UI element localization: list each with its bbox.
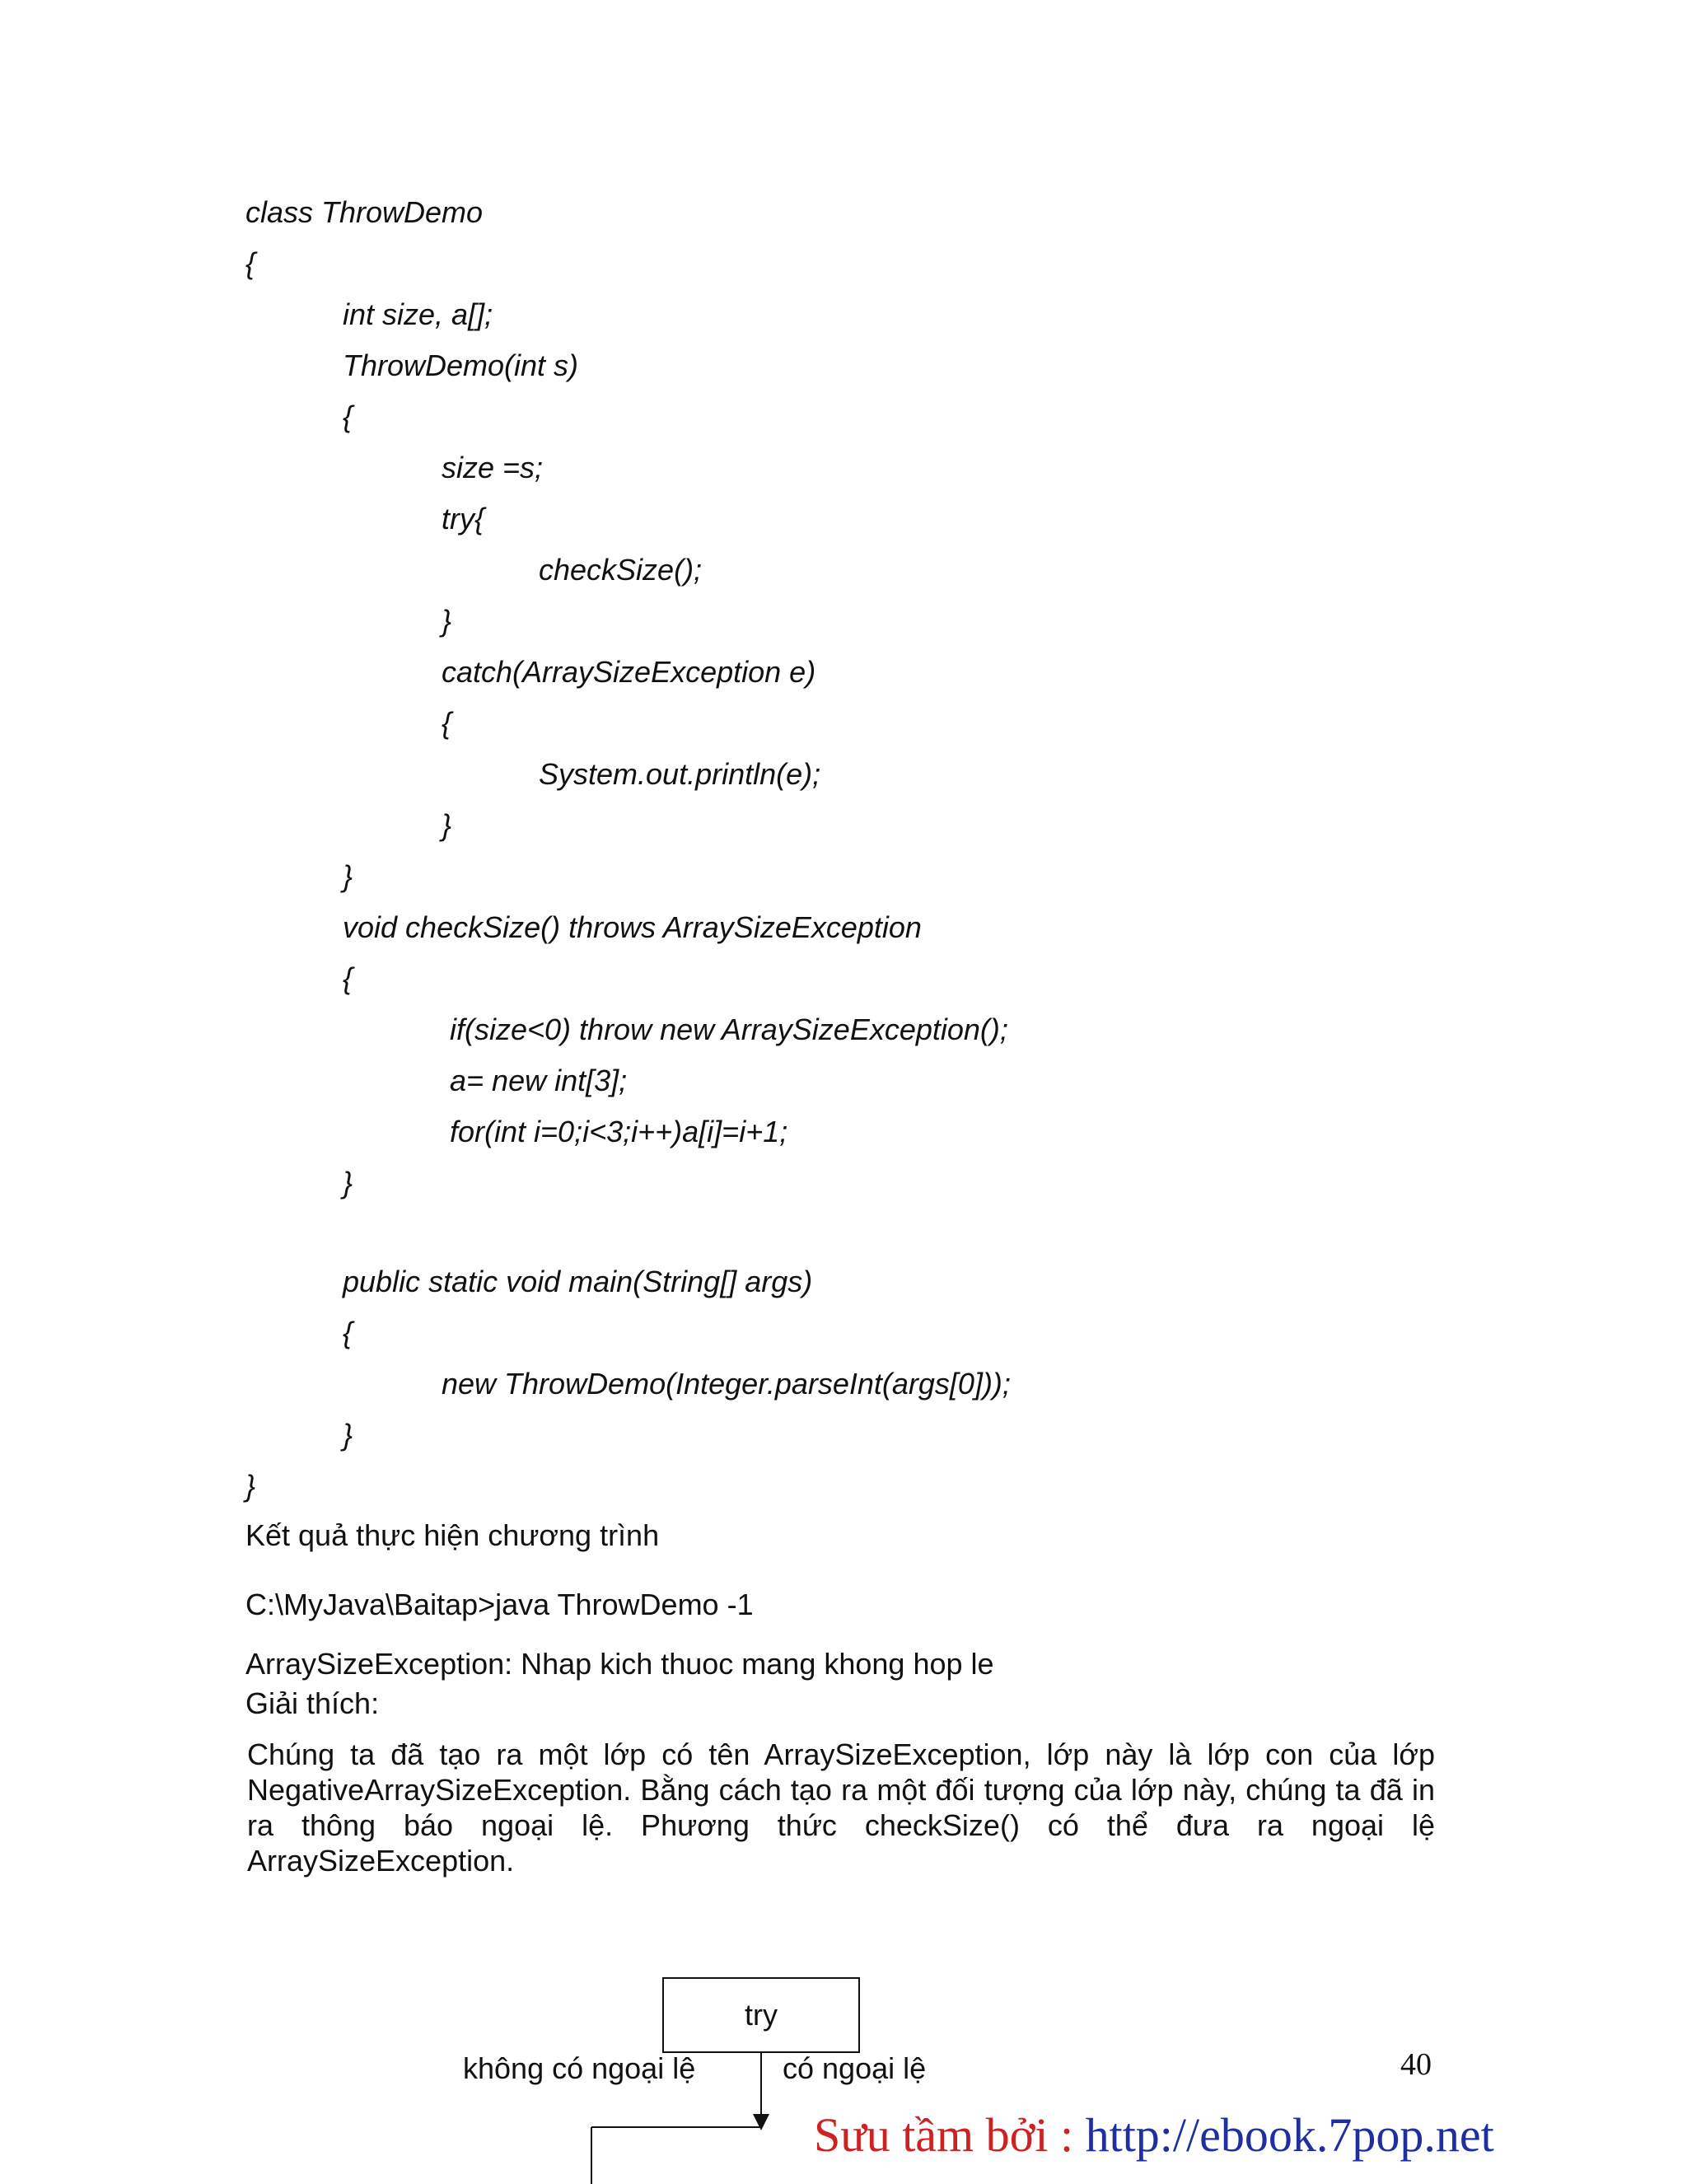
watermark (814, 2107, 1494, 2163)
code-line: } (245, 1469, 256, 1503)
no-exception-label: không có ngoại lệ (463, 2051, 696, 2085)
code-line: System.out.println(e); (539, 757, 821, 791)
code-line: } (442, 808, 452, 842)
code-line: class ThrowDemo (245, 195, 484, 229)
code-line: ThrowDemo(int s) (343, 348, 579, 382)
code-line: for(int i=0;i<3;i++)a[i]=i+1; (450, 1115, 788, 1148)
code-line: { (442, 706, 452, 740)
explanation-heading: Giải thích: (245, 1686, 380, 1720)
code-line: if(size<0) throw new ArraySizeException(); (450, 1012, 1008, 1046)
code-line: { (343, 400, 353, 433)
try-box-label: try (745, 1998, 778, 2032)
code-line: checkSize(); (539, 553, 703, 587)
code-line: { (343, 1316, 353, 1349)
output-command: C:\MyJava\Baitap>java ThrowDemo -1 (245, 1588, 754, 1621)
code-line: size =s; (442, 451, 544, 484)
code-line: public static void main(String[] args) (343, 1265, 813, 1298)
code-line: { (343, 961, 353, 995)
code-line: a= new int[3]; (450, 1064, 628, 1097)
code-line: } (343, 1418, 353, 1452)
output-result: ArraySizeException: Nhap kich thuoc mang khong hop le (245, 1647, 994, 1681)
watermark-url: http://ebook.7pop.net (1085, 2108, 1494, 2162)
code-line: } (442, 604, 452, 638)
code-line: } (343, 1166, 353, 1200)
exception-label: có ngoại lệ (783, 2051, 927, 2085)
output-heading: Kết quả thực hiện chương trình (245, 1518, 660, 1552)
explanation-paragraph: Chúng ta đã tạo ra một lớp có tên ArraySizeException, lớp này là lớp con của lớp NegativeArraySizeException. Bằng cách tạo ra một đối tượng của lớp này, chúng ta đã in ra thông báo ngoại lệ. Phương thức checkSize() có thể đưa ra ngoại lệ ArraySizeException. (247, 1737, 1435, 1878)
watermark-prefix: Sưu tầm bởi : (814, 2108, 1086, 2162)
code-line: catch(ArraySizeException e) (442, 655, 816, 689)
code-line: { (245, 246, 256, 280)
code-line: try{ (442, 502, 485, 535)
code-line: int size, a[]; (343, 297, 493, 331)
page-number: 40 (1400, 2047, 1432, 2082)
code-line: new ThrowDemo(Integer.parseInt(args[0])); (442, 1367, 1011, 1401)
code-line: } (343, 859, 353, 893)
code-line: void checkSize() throws ArraySizeException (343, 910, 922, 944)
